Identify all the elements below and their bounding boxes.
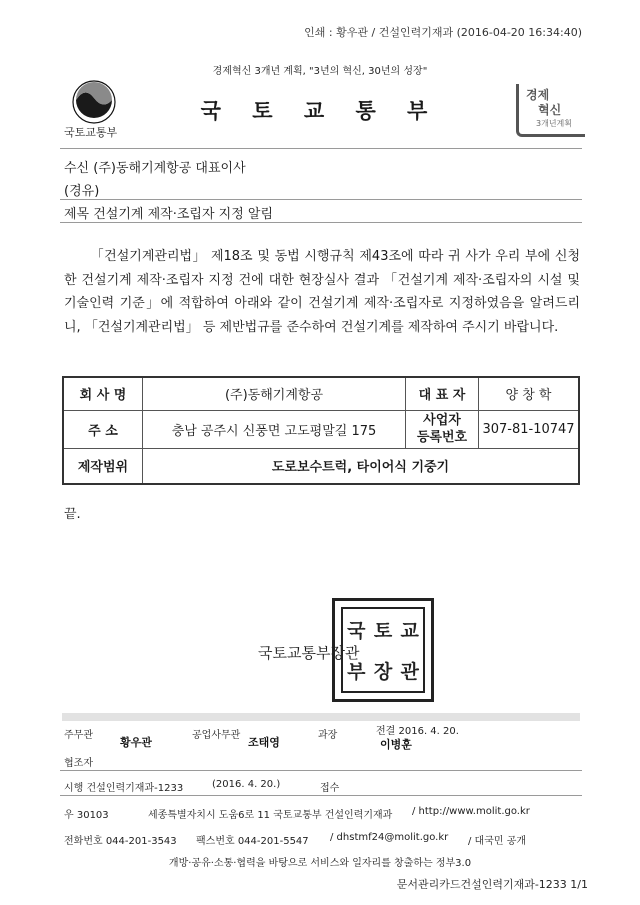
subject: 제목 건설기계 제작·조립자 지정 알림: [64, 207, 274, 222]
footer-divider-1: [60, 770, 582, 771]
rep-value: 양 창 학: [479, 377, 580, 410]
rep-label: 대 표 자: [406, 377, 479, 410]
official-seal: [332, 598, 434, 702]
logo-text: 국토교통부: [64, 126, 118, 139]
seal-char: 토: [373, 620, 393, 642]
slogan: 경제혁신 3개년 계획, "3년의 혁신, 30년의 성장": [212, 66, 428, 77]
header-divider: [60, 148, 582, 149]
address-label: 주 소: [63, 410, 143, 448]
office-address: 세종특별자치시 도움6로 11 국토교통부 건설인력기재과: [148, 810, 393, 821]
chief-label: 과장: [318, 730, 338, 741]
drafter-label: 주무관: [64, 730, 93, 741]
phone: 전화번호 044-201-3543: [64, 836, 177, 847]
postal-code: 우 30103: [64, 810, 109, 821]
company-value: (주)동해기계항공: [143, 377, 406, 410]
body-text: 「건설기계관리법」 제18조 및 동법 시행규칙 제43조에 따라 귀 사가 우리 부에 신청한 건설기계 제작·조립자 지정 건에 대한 현장실사 결과 「건설기계 제작·조립자의 시설 및 기술인력 기준」에 적합하여 아래와 같이 건설기계 제작·조립자로 지정하였음을 알려드리니, 「건설기계관리법」 등 제반법규를 준수하여 건설기계를 제작하여 주시기 바랍니다.: [64, 249, 580, 335]
badge-text-3: 3개년계획: [536, 119, 573, 128]
ministry-title: 국 토 교 통 부: [200, 99, 440, 123]
cooperator-label: 협조자: [64, 758, 93, 769]
seal-char: 국: [347, 620, 366, 642]
biz-no-label-1: 사업자: [423, 413, 461, 428]
seal-char: 관: [400, 661, 419, 683]
receipt-label: 접수: [320, 783, 340, 794]
seal-char: 부: [347, 661, 366, 683]
assistant-label: 공업사무관: [192, 730, 241, 741]
gov3-motto: 개방·공유·소통·협력을 바탕으로 서비스와 일자리를 창출하는 정부3.0: [168, 858, 472, 869]
biz-no-label-2: 등록번호: [416, 430, 468, 445]
fax: 팩스번호 044-201-5547: [196, 836, 309, 847]
print-info: 인쇄 : 황우관 / 건설인력기재과 (2016-04-20 16:34:40): [304, 26, 582, 39]
page-number: 문서관리카드건설인력기재과-1233 1/1: [396, 878, 588, 891]
seal-char: 교: [400, 620, 419, 642]
via: (경유): [64, 184, 100, 199]
drafter: 황우관: [120, 736, 152, 749]
badge-text-1: 경제: [526, 88, 550, 102]
scope-label: 제작범위: [63, 448, 143, 484]
biz-no-label: [406, 410, 479, 448]
enforce-date: (2016. 4. 20.): [212, 779, 281, 790]
email-link[interactable]: / dhstmf24@molit.go.kr: [330, 832, 449, 843]
address-value: 충남 공주시 신풍면 고도평말길 175: [143, 410, 406, 448]
meta-divider-1: [60, 199, 582, 200]
footer-band: [62, 713, 580, 721]
seal-char: 장: [373, 661, 393, 683]
website-link[interactable]: / http://www.molit.go.kr: [412, 806, 530, 817]
approval-date: 전결 2016. 4. 20.: [376, 726, 459, 737]
signer: 국토교통부장관: [258, 644, 360, 662]
biz-no-value: 307-81-10747: [479, 410, 580, 448]
end-mark: 끝.: [64, 507, 81, 522]
body-paragraph: [64, 245, 580, 339]
seal-grid: [341, 607, 425, 693]
company-label: 회 사 명: [63, 377, 143, 410]
footer-divider-2: [60, 795, 582, 796]
recipient: 수신 (주)동해기계항공 대표이사: [64, 161, 246, 176]
enforce-label: 시행 건설인력기재과-1233: [64, 783, 184, 794]
meta-divider-2: [60, 222, 582, 223]
approver: 이병훈: [380, 738, 412, 751]
disclosure: / 대국민 공개: [468, 836, 527, 847]
designation-table: [62, 376, 580, 485]
scope-value: 도로보수트럭, 타이어식 기중기: [143, 448, 580, 484]
badge-text-2: 혁신: [538, 103, 562, 117]
assistant: 조태영: [248, 736, 280, 749]
